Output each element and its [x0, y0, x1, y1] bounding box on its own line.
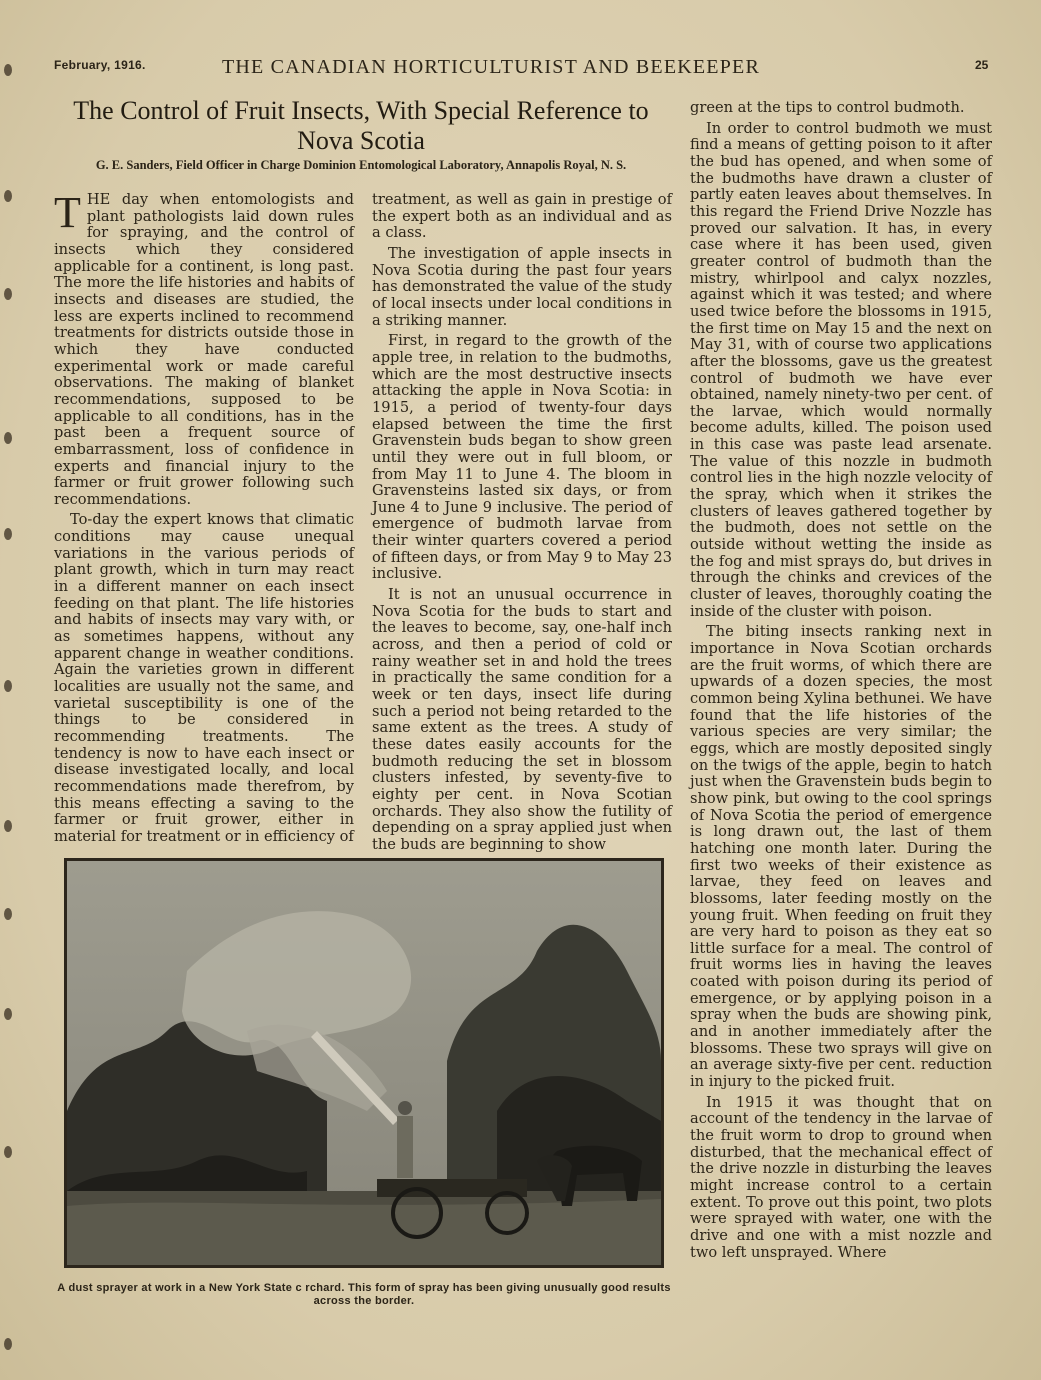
dust-sprayer-photo-illustration: [67, 861, 661, 1265]
paragraph: [54, 188, 354, 508]
paragraph-text: HE day when entomologists and plant pathologists laid down rules for spraying, and the control of insects which they considered applicable for a continent, is long past. The more the life histories and habits of insects and diseases are studied, the less are experts inclined to recommend treatments for districts outside those in which they have conducted experimental work or made careful observations. The making of blanket recommendations, supposed to be applicable to all conditions, has in the past been a frequent source of embarrassment, loss of confidence in experts and financial injury to the farmer or fruit grower following such recommendations.: [54, 191, 354, 508]
paragraph: The biting insects ranking next in importance in Nova Scotian orchards are the fruit worms, of which there are upwards of a dozen species, the most common being Xylina bethunei. We have found that the life histories of the various species are very similar; the eggs, which are mostly deposited singly on the twigs of the apple, begin to hatch just when the Gravenstein buds begin to show pink, but owing to the cool springs of Nova Scotia the period of emergence is long drawn out, the last of them hatching one month later. During the first two weeks of their existence as larvae, they feed on leaves and blossoms, later feeding mostly on the young fruit. When feeding on fruit they are very hard to poison as they eat so little surface for a meal. The control of fruit worms lies in having the leaves coated with poison during its period of emergence, or by applying poison in a spray when the buds are showing pink, and in another immediately after the blossoms. These two sprays will give on an average sixty-five per cent. reduction in injury to the picked fruit.: [690, 623, 992, 1091]
article-title: The Control of Fruit Insects, With Special Reference to Nova Scotia: [73, 96, 649, 155]
column-2: [372, 192, 672, 854]
paragraph: To-day the expert knows that climatic conditions may cause unequal variations in the various periods of plant growth, which in turn may react in a different manner on each insect feeding on that plant. The life histories and habits of insects may vary with, or as sometimes happens, without any apparent change in weather conditions. Again the varieties grown in different localities are usually not the same, and varietal susceptibility is one of the things to be considered in recommending treatments. The tendency is now to have each insect or disease investigated locally, and local recommendations made therefrom, by this means effecting a saving to the farmer or fruit grower, either in material for treatment or in efficiency of: [54, 511, 354, 845]
column-3: [690, 100, 992, 1261]
article-byline: G. E. Sanders, Field Officer in Charge Dominion Entomological Laboratory, Annapolis Royal, N. S.: [95, 158, 627, 172]
paragraph: green at the tips to control budmoth.: [690, 99, 965, 116]
page-number: 25: [975, 58, 989, 72]
paragraph: First, in regard to the growth of the apple tree, in relation to the budmoths, which are the most destructive insects attacking the apple in Nova Scotia: in 1915, a period of twenty-four days elapsed between the time the first Gravenstein buds began to show green until they were out in full bloom, or from May 11 to June 4. The bloom in Gravensteins lasted six days, or from June 4 to June 9 inclusive. The period of emergence of budmoth larvae from their winter quarters covered a period of fifteen days, or from May 9 to May 23 inclusive.: [372, 332, 672, 583]
paragraph: In order to control budmoth we must find a means of getting poison to it after the bud has opened, and when some of the budmoths have drawn a cluster of partly eaten leaves about themselves. In this regard the Friend Drive Nozzle has proved our salvation. It has, in every case where it has been used, given greater control of budmoth than the mistry, whirlpool and calyx nozzles, against which it was tested; and where used twice before the blossoms in 1915, the first time on May 15 and the next on May 31, with of course two applications after the blossoms, gave us the greatest control of budmoth we have ever obtained, namely ninety-two per cent. of the larvae, which would normally become adults, killed. The poison used in this case was paste lead arsenate. The value of this nozzle in budmoth control lies in the high nozzle velocity of the spray, which when it strikes the clusters of leaves gathered together by the budmoth, does not settle on the outside without wetting the inside as the fog and mist sprays do, but drives in through the chinks and crevices of the cluster of leaves, thoroughly coating the inside of the cluster with poison.: [690, 119, 992, 620]
paragraph: In 1915 it was thought that on account of the tendency in the larvae of the fruit worm to drop to ground when disturbed, that the mechanical effect of the drive nozzle in disturbing the leaves might increase control to a certain extent. To prove out this point, two plots were sprayed with water, one with the drive and one with a mist nozzle and two left unsprayed. Where: [690, 1093, 992, 1261]
paragraph: It is not an unusual occurrence in Nova Scotia for the buds to start and the leaves to become, say, one-half inch across, and then a period of cold or rainy weather set in and hold the trees in practically the same condition for a week or ten days, insect life during such a period not being retarded to the same extent as the trees. A study of these dates easily accounts for the budmoth reducing the set in blossom clusters infested, by seventy-five to eighty per cent. in Nova Scotian orchards. They also show the futility of depending on a spray applied just when the buds are beginning to show: [372, 586, 672, 853]
column-1: [54, 188, 354, 846]
photo-caption: A dust sprayer at work in a New York State c rchard. This form of spray has been giving unusually good results across the border.: [57, 1282, 671, 1307]
drop-cap: T: [54, 188, 81, 237]
publication-title: THE CANADIAN HORTICULTURIST AND BEEKEEPER: [222, 56, 760, 78]
paragraph: The investigation of apple insects in Nova Scotia during the past four years has demonstrated the value of the study of local insects under local conditions in a striking manner.: [372, 244, 672, 329]
issue-date: February, 1916.: [54, 58, 146, 72]
paragraph: treatment, as well as gain in prestige of the expert both as an individual and as a class.: [372, 191, 672, 242]
orchard-photo: [64, 858, 664, 1268]
